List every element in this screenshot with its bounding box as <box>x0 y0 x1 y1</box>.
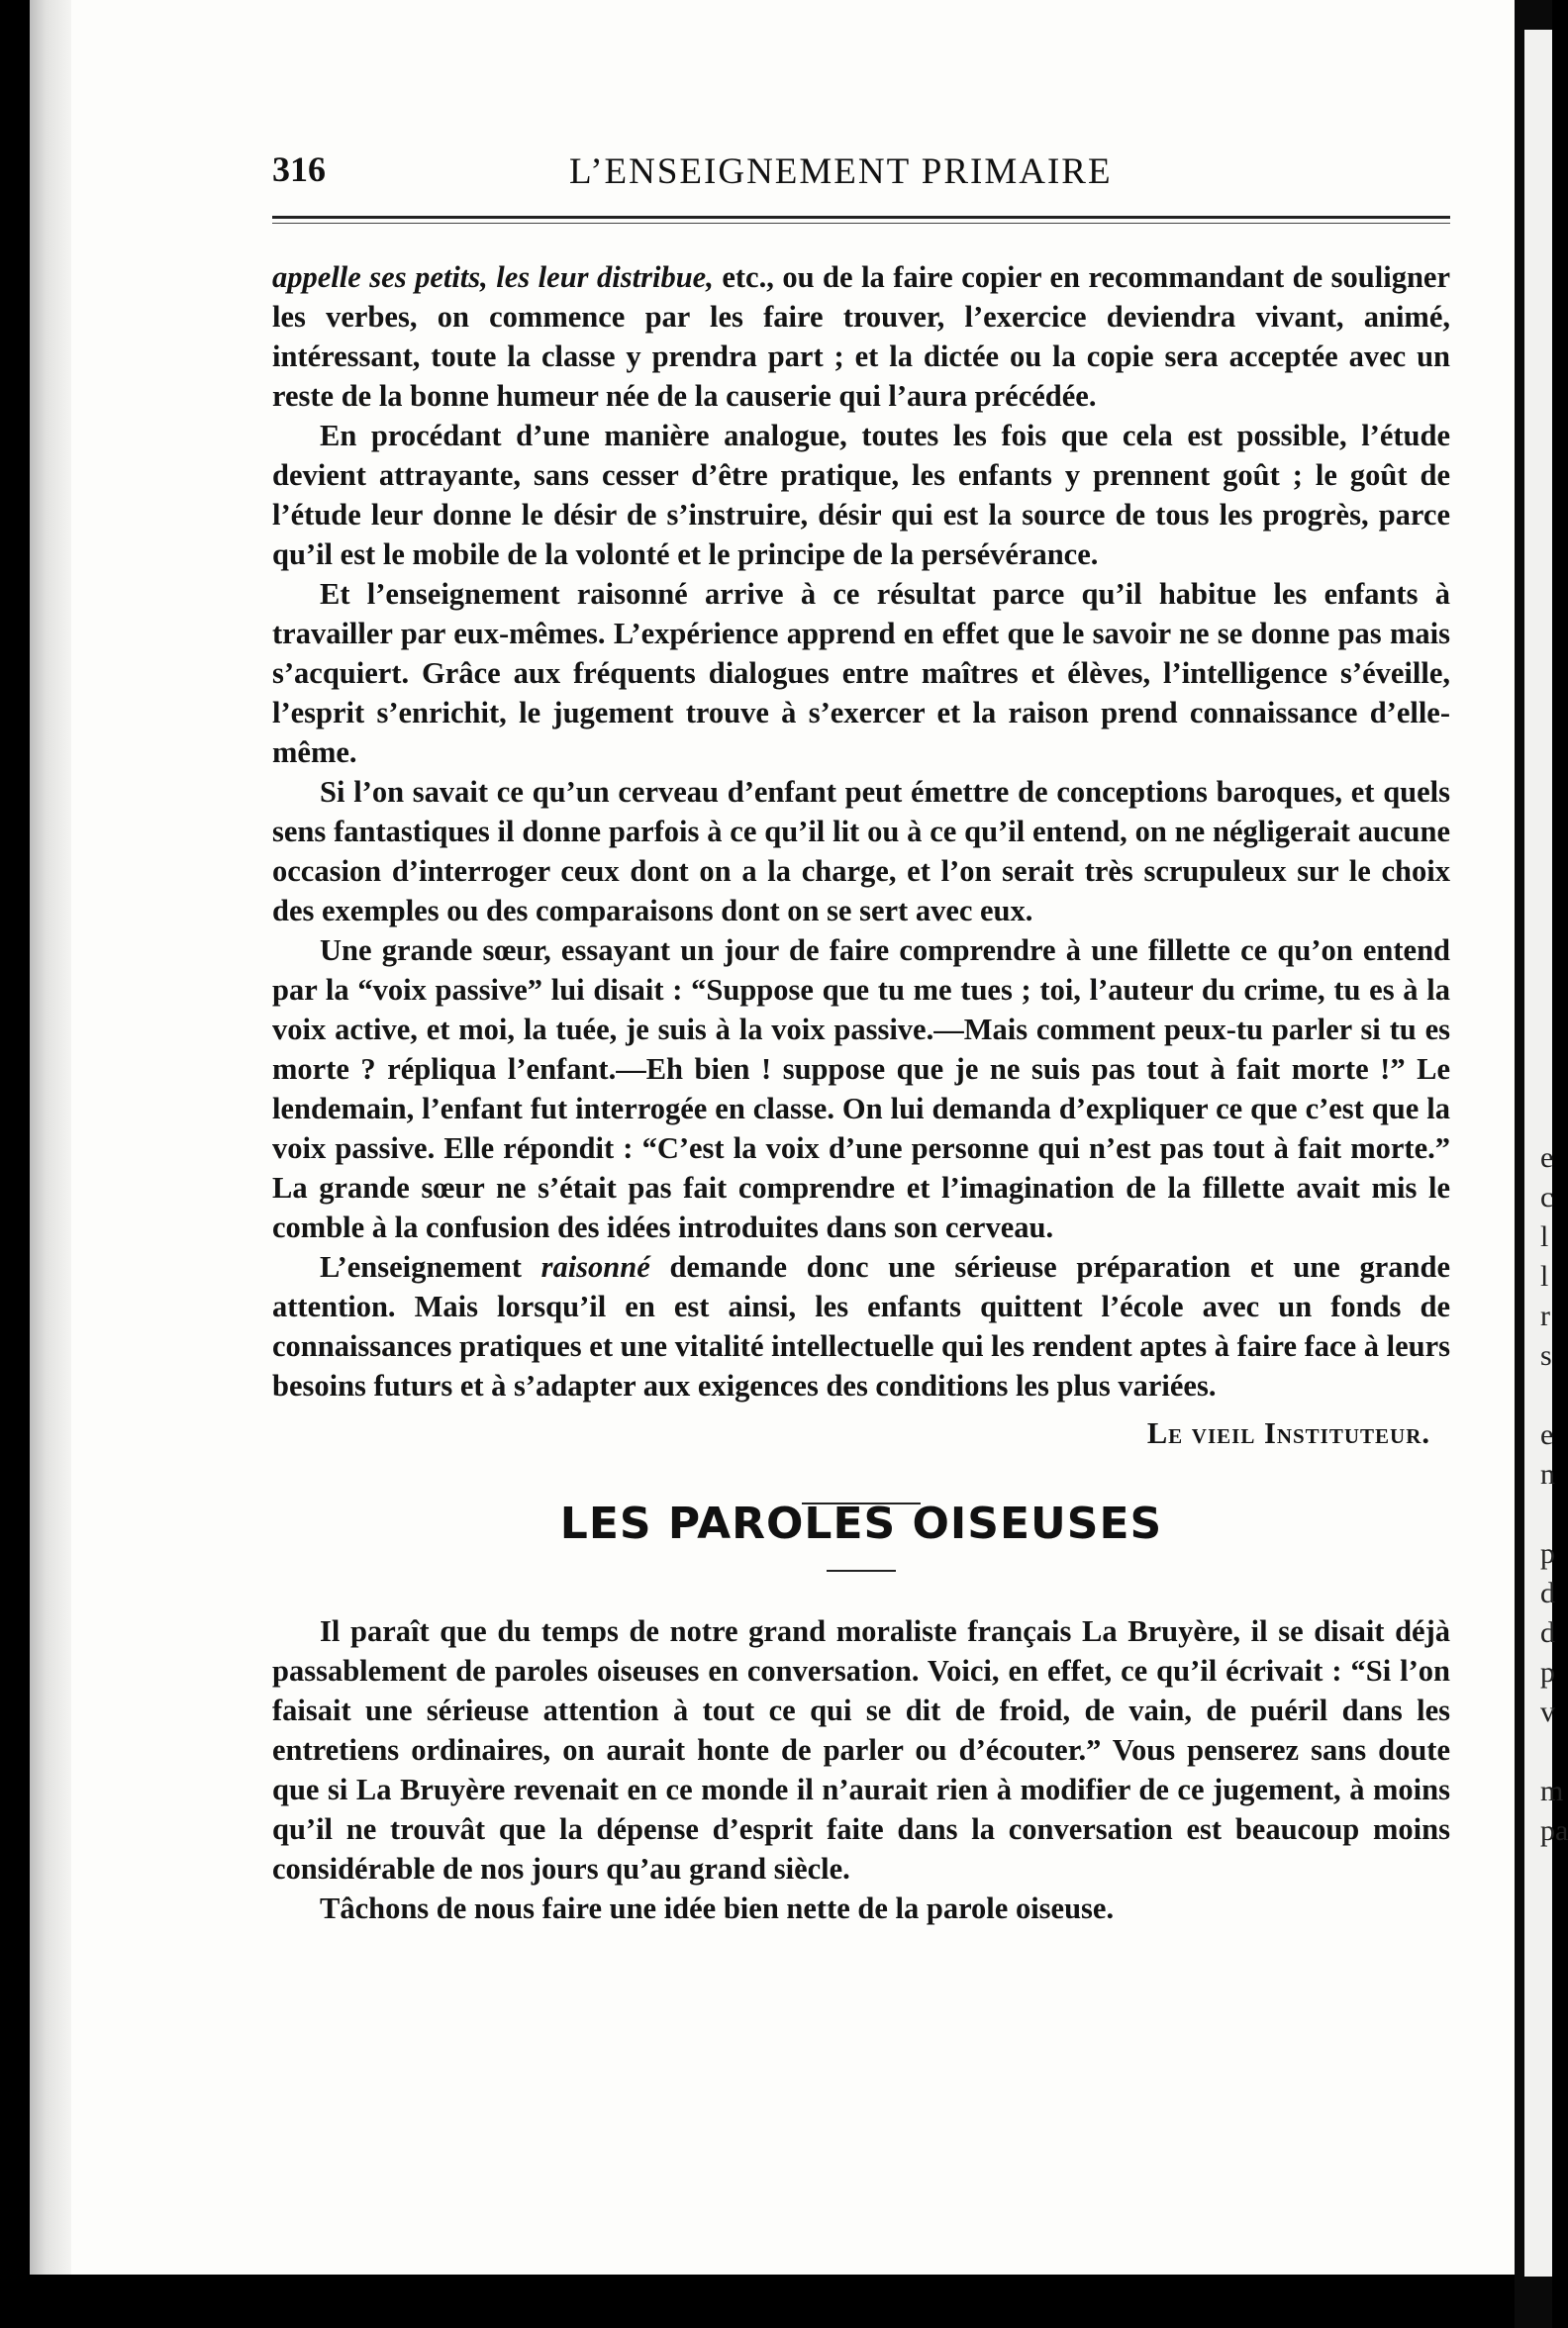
page-number: 316 <box>272 149 326 189</box>
adjacent-page-letter: p <box>1540 1537 1555 1570</box>
adjacent-page-letter: n <box>1540 1458 1555 1491</box>
paragraph: Si l’on savait ce qu’un cerveau d’enfant peut émettre de conceptions baroques, et quels sens fantastiques il donne parfois à ce qu’il lit ou à ce qu’il entend, on ne négligerait aucune occasion d’interroger ceux dont on a la charge, et l’on serait très scrupuleux sur le choix des exemples ou des comparaisons dont on se sert avec eux. <box>272 775 1450 927</box>
paragraph-text: demande donc une sérieuse préparation et une grande attention. Mais lorsqu’il en est ainsi, les enfants quittent l’école avec un fonds de connaissances pratiques et une vitalité intellectuelle qui les rendent aptes à faire face à leurs besoins futurs et à s’adapter aux exigences des conditions les plus variées. <box>272 1250 1450 1403</box>
adjacent-page-letter: l <box>1540 1220 1549 1253</box>
adjacent-page-letter: d <box>1540 1577 1555 1609</box>
adjacent-page-letter <box>1540 1495 1552 1534</box>
paragraph: Tâchons de nous faire une idée bien nette de la parole oiseuse. <box>320 1892 1115 1925</box>
adjacent-page-letter <box>1540 1376 1552 1415</box>
author-signature: Le vieil Instituteur. <box>1146 1416 1430 1450</box>
page-binding-edge <box>30 0 71 2275</box>
page-body <box>272 257 1450 1928</box>
adjacent-page-letter: pa <box>1540 1814 1568 1847</box>
paragraph: En procédant d’une manière analogue, toutes les fois que cela est possible, l’étude devient attrayante, sans cesser d’être pratique, les enfants y prennent goût ; le goût de l’étude leur donne le désir de s’instruire, désir qui est la source de tous les progrès, parce qu’il est le mobile de la volonté et le principe de la persévérance. <box>272 419 1450 571</box>
paragraph: Et l’enseignement raisonné arrive à ce résultat parce qu’il habitue les enfants à travailler par eux-mêmes. L’expérience apprend en effet que le savoir ne se donne pas mais s’acquiert. Grâce aux fréquents dialogues entre maîtres et élèves, l’intelligence s’éveille, l’esprit s’enrichit, le jugement trouve à s’exercer et la raison prend connaissance d’elle-même. <box>272 577 1450 769</box>
title-underline <box>827 1570 896 1572</box>
header-rule <box>272 216 1450 224</box>
adjacent-page-letter: s <box>1540 1339 1552 1372</box>
adjacent-page-letter: p <box>1540 1656 1555 1689</box>
paragraph-text: L’enseignement <box>320 1250 541 1284</box>
adjacent-page-letter: m <box>1540 1775 1564 1807</box>
adjacent-page-letter: v <box>1540 1696 1555 1728</box>
paragraph: Une grande sœur, essayant un jour de faire comprendre à une fillette ce qu’on entend par la “voix passive” lui disait : “Suppose que tu me tues ; toi, l’auteur du crime, tu es à la voix active, et moi, la tuée, je suis à la voix passive.—Mais comment peux-tu parler si tu es morte ? répliqua l’enfant.—Eh bien ! suppose que je ne suis pas tout à fait morte !” Le lendemain, l’enfant fut interrogée en classe. On lui demanda d’expliquer ce que c’est que la voix passive. Elle répondit : “C’est la voix d’une personne qui n’est pas tout à fait morte.” La grande sœur ne s’était pas fait comprendre et l’imagination de la fillette avait mis le comble à la confusion des idées introduites dans son cerveau. <box>272 933 1450 1244</box>
paragraph-continued <box>272 257 1450 416</box>
adjacent-page-letter: e <box>1540 1418 1554 1451</box>
paragraph <box>272 1247 1450 1406</box>
italic-phrase: appelle ses petits, les leur distribue, <box>272 260 714 294</box>
adjacent-page-letters <box>1540 1138 1568 1851</box>
paragraph-text: etc., ou de la faire copier en recommandant de souligner les verbes, on commence par les faire trouver, l’exercice deviendra vivant, animé, intéressant, toute la classe y prendra part ; et la dictée ou la copie sera acceptée avec un reste de la bonne humeur née de la causerie qui l’aura précédée. <box>272 260 1450 413</box>
adjacent-page-letter <box>1540 1732 1552 1772</box>
adjacent-page-letter: r <box>1540 1300 1550 1332</box>
page-header <box>243 139 1450 198</box>
paragraph: Il paraît que du temps de notre grand moraliste français La Bruyère, il se disait déjà passablement de paroles oiseuses en conversation. Voici, en effet, ce qu’il écrivait : “Si l’on faisait une sérieuse attention à tout ce qui se dit de froid, de vain, de puéril dans les entretiens ordinaires, on aurait honte de parler ou d’écouter.” Vous penserez sans doute que si La Bruyère revenait en ce monde il n’aurait rien à modifier de ce jugement, à moins qu’il ne trouvât que la dépense d’esprit faite dans la conversation est beaucoup moins considérable de nos jours qu’au grand siècle. <box>272 1614 1450 1886</box>
section-title: LES PAROLES OISEUSES <box>559 1499 1163 1549</box>
running-title: L’ENSEIGNEMENT PRIMAIRE <box>569 151 1113 192</box>
adjacent-page-letter: c <box>1540 1181 1554 1213</box>
adjacent-page-letter: d <box>1540 1616 1555 1649</box>
adjacent-page-letter: l <box>1540 1260 1549 1293</box>
italic-word: raisonné <box>540 1250 650 1284</box>
adjacent-page-letter: e <box>1540 1141 1554 1174</box>
